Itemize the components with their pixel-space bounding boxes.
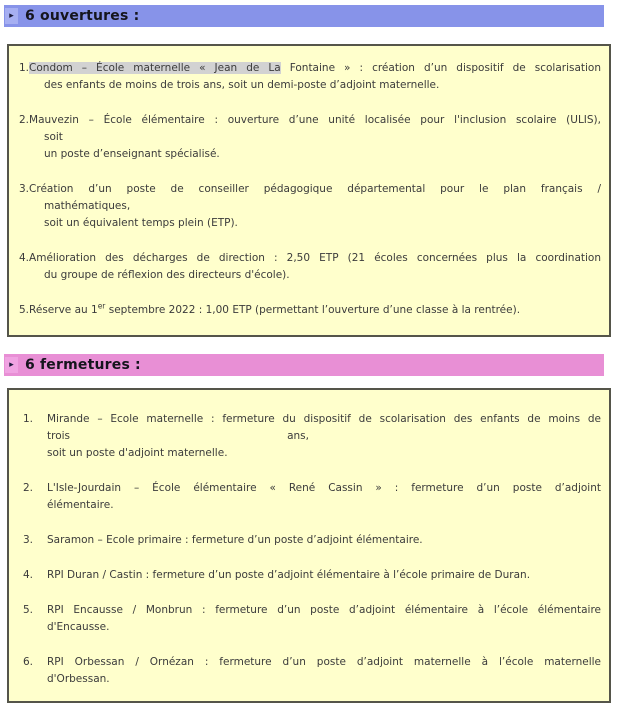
item-line: mathématiques, <box>44 200 131 212</box>
section-header-fermetures <box>4 354 604 376</box>
item-number: 5. <box>23 604 34 616</box>
item-text-block <box>47 532 601 549</box>
section-title-ouvertures: 6 ouvertures : <box>25 8 140 24</box>
item-line <box>19 250 601 267</box>
item-number: 3. <box>23 534 34 546</box>
list-item <box>23 654 601 688</box>
ordinal-superscript: er <box>97 301 106 311</box>
item-text: ans, <box>287 430 309 442</box>
item-line: L'Isle-Jourdain – École élémentaire « René Cassin » : fermeture d’un poste d’adjoint <box>47 482 601 494</box>
item-text-block <box>47 654 601 688</box>
item-number: 1. <box>23 413 34 425</box>
item-line: élémentaire. <box>47 499 114 511</box>
item-line <box>19 112 601 129</box>
item-text-block <box>47 411 601 462</box>
item-text: Réserve au 1 <box>29 304 98 316</box>
list-item <box>23 411 601 462</box>
list-item <box>23 480 601 514</box>
item-number: 1. <box>19 62 30 74</box>
list-item <box>19 112 601 163</box>
section-header-ouvertures <box>4 5 604 27</box>
item-number: 6. <box>23 656 34 668</box>
item-line <box>19 302 601 319</box>
item-number: 2. <box>19 114 30 126</box>
ouvertures-box <box>7 44 611 337</box>
item-line: d'Encausse. <box>47 621 110 633</box>
list-item <box>23 567 601 584</box>
item-line: soit <box>44 131 63 143</box>
section-title-fermetures: 6 fermetures : <box>25 357 141 373</box>
item-text: Amélioration des décharges de direction : 2,50 ETP (21 écoles concernées plus la coordination <box>29 252 601 264</box>
item-line: Saramon – Ecole primaire : fermeture d’un poste d’adjoint élémentaire. <box>47 534 423 546</box>
list-item <box>23 602 601 636</box>
fermetures-box <box>7 388 611 703</box>
item-text: Mauvezin – École élémentaire : ouverture d’une unité localisée pour l'inclusion scolaire (ULIS), <box>29 114 601 126</box>
selected-text: Condom – École maternelle « Jean de La <box>29 62 281 74</box>
item-line <box>19 60 601 77</box>
item-text: trois <box>47 430 71 442</box>
item-text: Création d’un poste de conseiller pédagogique départemental pour le plan français / <box>29 183 601 195</box>
item-line: des enfants de moins de trois ans, soit un demi-poste d’adjoint maternelle. <box>44 79 440 91</box>
item-number: 4. <box>23 569 34 581</box>
item-line: soit un équivalent temps plein (ETP). <box>44 217 238 229</box>
item-line: Mirande – Ecole maternelle : fermeture du dispositif de scolarisation des enfants de moins de <box>47 413 601 425</box>
item-line <box>47 428 309 445</box>
item-line: RPI Duran / Castin : fermeture d’un poste d’adjoint élémentaire à l’école primaire de Duran. <box>47 569 531 581</box>
arrow-icon: ▸ <box>5 357 18 373</box>
list-item <box>19 181 601 232</box>
item-text-block <box>47 602 601 636</box>
list-item <box>19 302 601 319</box>
item-number: 4. <box>19 252 30 264</box>
item-text: septembre 2022 : 1,00 ETP (permettant l’ouverture d’une classe à la rentrée). <box>105 304 521 316</box>
item-line <box>19 181 601 198</box>
item-line: d'Orbessan. <box>47 673 110 685</box>
item-number: 5. <box>19 304 30 316</box>
item-line: soit un poste d'adjoint maternelle. <box>47 447 228 459</box>
item-text-block <box>47 567 601 584</box>
item-text: Fontaine » : création d’un dispositif de scolarisation <box>280 62 602 74</box>
item-number: 3. <box>19 183 30 195</box>
item-line: RPI Orbessan / Ornézan : fermeture d’un poste d’adjoint maternelle à l’école maternelle <box>47 656 601 668</box>
list-item <box>19 250 601 284</box>
item-line: un poste d’enseignant spécialisé. <box>44 148 220 160</box>
item-line: du groupe de réflexion des directeurs d'école). <box>44 269 290 281</box>
arrow-icon: ▸ <box>5 8 18 24</box>
item-number: 2. <box>23 482 34 494</box>
list-item <box>23 532 601 549</box>
item-line: RPI Encausse / Monbrun : fermeture d’un poste d’adjoint élémentaire à l’école élémentaire <box>47 604 601 616</box>
item-text-block <box>47 480 601 514</box>
list-item <box>19 60 601 94</box>
